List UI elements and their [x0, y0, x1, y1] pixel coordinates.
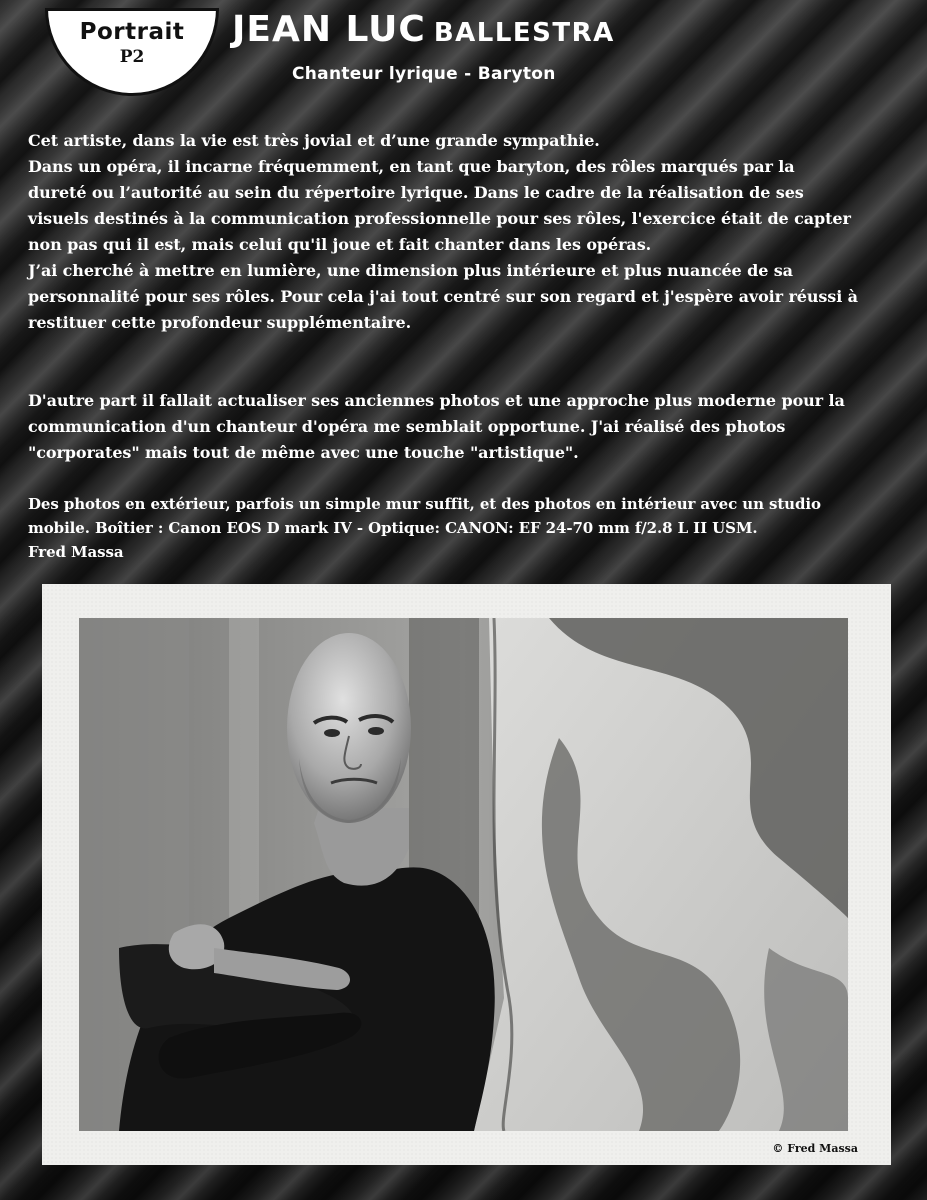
artist-subtitle: Chanteur lyrique - Baryton — [292, 64, 556, 84]
article-body — [28, 128, 913, 564]
badge-title: Portrait — [79, 19, 185, 45]
paragraph-approach — [28, 388, 913, 466]
portrait-badge — [45, 8, 219, 96]
portrait-photo — [79, 618, 848, 1131]
artist-name — [232, 8, 615, 58]
photo-frame — [42, 584, 891, 1165]
portrait-photo-illustration — [79, 618, 848, 1131]
text-line: visuels destinés à la communication professionnelle pour ses rôles, l'exercice était de capter — [28, 209, 851, 228]
text-line: personnalité pour ses rôles. Pour cela j'ai tout centré sur son regard et j'espère avoir réussi à — [28, 287, 858, 306]
photo-credit: © Fred Massa — [772, 1142, 858, 1155]
text-line: J’ai cherché à mettre en lumière, une dimension plus intérieure et plus nuancée de sa — [28, 261, 793, 280]
text-line: restituer cette profondeur supplémentaire. — [28, 313, 412, 332]
badge-page-number: P2 — [119, 47, 145, 67]
text-line: dureté ou l’autorité au sein du répertoire lyrique. Dans le cadre de la réalisation de ses — [28, 183, 804, 202]
paragraph-intro — [28, 128, 913, 336]
text-line: mobile. Boîtier : Canon EOS D mark IV - Optique: CANON: EF 24-70 mm f/2.8 L II USM. — [28, 519, 758, 537]
paragraph-equipment — [28, 492, 913, 564]
text-line: Fred Massa — [28, 543, 124, 561]
text-line: "corporates" mais tout de même avec une touche "artistique". — [28, 443, 579, 462]
text-line: communication d'un chanteur d'opéra me semblait opportune. J'ai réalisé des photos — [28, 417, 786, 436]
text-line: Cet artiste, dans la vie est très jovial et d’une grande sympathie. — [28, 131, 600, 150]
artist-last-name: BALLESTRA — [433, 18, 615, 48]
text-line: D'autre part il fallait actualiser ses anciennes photos et une approche plus moderne pour la — [28, 391, 845, 410]
text-line: Dans un opéra, il incarne fréquemment, en tant que baryton, des rôles marqués par la — [28, 157, 795, 176]
text-line: Des photos en extérieur, parfois un simple mur suffit, et des photos en intérieur avec un studio — [28, 495, 821, 513]
text-line: non pas qui il est, mais celui qu'il joue et fait chanter dans les opéras. — [28, 235, 652, 254]
artist-first-name: JEAN LUC — [232, 9, 426, 50]
